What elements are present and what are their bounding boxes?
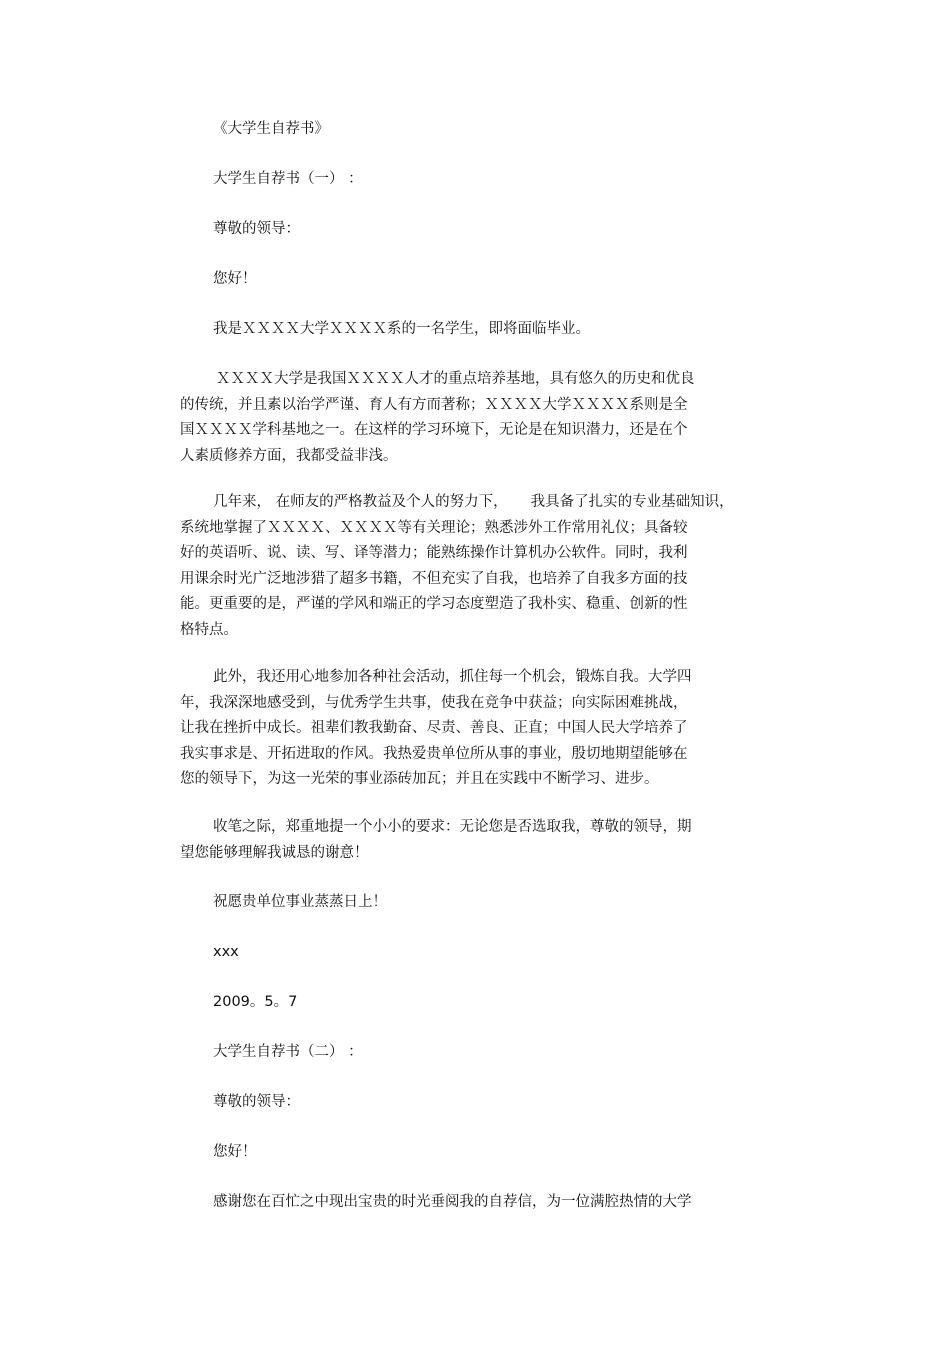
title-text: 《大学生自荐书》 xyxy=(213,121,329,137)
paragraph-line: ＸＸＸＸ大学是我国ＸＸＸＸ人才的重点培养基地，具有悠久的历史和优良 xyxy=(216,371,695,387)
letter1-greeting-text: 您好！ xyxy=(213,271,257,287)
paragraph-line: 好的英语听、说、读、写、译等潜力；能熟练操作计算机办公软件。同时，我利 xyxy=(180,545,688,561)
letter1-date xyxy=(180,990,720,1016)
letter1-signature-text: xxx xyxy=(213,944,239,960)
letter1-closing xyxy=(180,890,720,916)
letter2-heading-text: 大学生自荐书（二） ： xyxy=(213,1044,363,1060)
letter1-heading xyxy=(180,167,720,193)
letter1-closing-text: 祝愿贵单位事业蒸蒸日上！ xyxy=(213,894,387,910)
letter1-paragraph-2 xyxy=(180,490,734,643)
paragraph-line: 几年来， 在师友的严格教益及个人的努力下， 我具备了扎实的专业基础知识， xyxy=(213,494,734,510)
letter1-intro xyxy=(180,317,720,343)
paragraph-line: 此外，我还用心地参加各种社会活动，抓住每一个机会，锻炼自我。大学四 xyxy=(213,669,692,685)
paragraph-line: 用课余时光广泛地涉猎了超多书籍，不但充实了自我，也培养了自我多方面的技 xyxy=(180,570,688,587)
letter1-date-text: 2009。5。7 xyxy=(213,994,298,1010)
letter1-salutation-text: 尊敬的领导： xyxy=(213,221,300,237)
letter1-heading-text: 大学生自荐书（一） ： xyxy=(213,171,363,187)
letter1-signature xyxy=(180,940,720,966)
paragraph-line: 能。更重要的是，严谨的学风和端正的学习态度塑造了我朴实、稳重、创新的性 xyxy=(180,596,688,612)
letter1-intro-text: 我是ＸＸＸＸ大学ＸＸＸＸ系的一名学生，即将面临毕业。 xyxy=(213,321,590,337)
letter2-greeting xyxy=(180,1140,720,1166)
paragraph-line: 我实事求是、开拓进取的作风。我热爱贵单位所从事的事业，殷切地期望能够在 xyxy=(180,745,688,762)
paragraph-line: 收笔之际，郑重地提一个小小的要求：无论您是否选取我，尊敬的领导，期 xyxy=(213,819,692,835)
letter2-greeting-text: 您好！ xyxy=(213,1144,257,1160)
letter2-salutation xyxy=(180,1090,720,1116)
document-title xyxy=(180,117,720,143)
letter2-paragraph-1 xyxy=(180,1190,720,1216)
paragraph-line: 望您能够理解我诚恳的谢意！ xyxy=(180,844,369,861)
paragraph-line: 感谢您在百忙之中现出宝贵的时光垂阅我的自荐信，为一位满腔热情的大学 xyxy=(213,1194,692,1210)
paragraph-line: 让我在挫折中成长。祖辈们教我勤奋、尽责、善良、正直；中国人民大学培养了 xyxy=(180,720,688,736)
paragraph-line: 格特点。 xyxy=(180,621,238,638)
paragraph-line: 系统地掌握了ＸＸＸＸ、ＸＸＸＸ等有关理论；熟悉涉外工作常用礼仪；具备较 xyxy=(180,519,688,536)
letter1-greeting xyxy=(180,267,720,293)
letter2-salutation-text: 尊敬的领导： xyxy=(213,1094,300,1110)
paragraph-line: 您的领导下，为这一光荣的事业添砖加瓦；并且在实践中不断学习、进步。 xyxy=(180,771,659,787)
letter1-paragraph-1 xyxy=(180,367,720,469)
paragraph-line: 年，我深深地感受到，与优秀学生共事，使我在竞争中获益；向实际困难挑战， xyxy=(180,694,688,711)
letter2-heading xyxy=(180,1040,720,1066)
paragraph-line: 的传统，并且素以治学严谨、育人有方而著称；ＸＸＸＸ大学ＸＸＸＸ系则是全 xyxy=(180,396,688,413)
letter1-salutation xyxy=(180,217,720,243)
letter1-paragraph-3 xyxy=(180,665,720,793)
letter1-paragraph-4 xyxy=(180,815,720,866)
paragraph-line: 国ＸＸＸＸ学科基地之一。在这样的学习环境下，无论是在知识潜力，还是在个 xyxy=(180,422,688,438)
paragraph-line: 人素质修养方面，我都受益非浅。 xyxy=(180,447,398,464)
